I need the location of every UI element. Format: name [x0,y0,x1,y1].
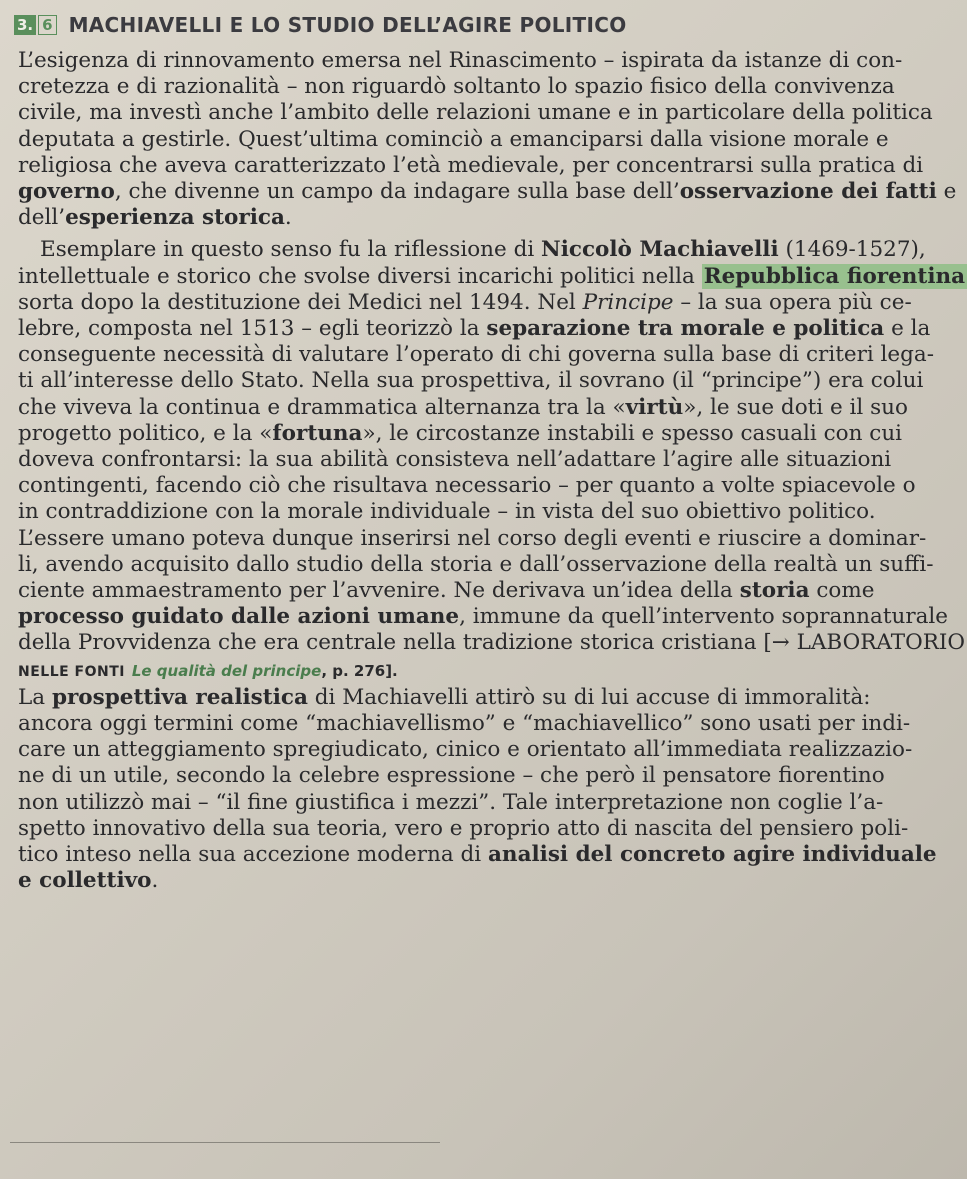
text-line: processo guidato dalle azioni umane, immune da quell’intervento soprannaturale [18,604,949,630]
text-line: deputata a gestirle. Quest’ultima cominciò a emanciparsi dalla visione morale e [18,126,889,152]
keyword-governo: governo [18,179,115,205]
text-line: ancora oggi termini come “machiavellismo” e “machiavellico” sono usati per indi- [18,711,911,737]
keyword-osservazione: osservazione dei fatti [679,179,937,205]
keyword-machiavelli: Niccolò Machiavelli [541,237,779,263]
text-line: cretezza e di razionalità – non riguardò soltanto lo spazio fisico della convivenza [18,74,895,100]
section-number-sub: 6 [38,15,56,35]
text-line: ciente ammaestramento per l’avvenire. Ne derivava un’idea della storia come [18,578,875,604]
book-title-principe: Principe [582,289,674,315]
text-line: L’esigenza di rinnovamento emersa nel Rinascimento – ispirata da istanze di con- [18,48,903,73]
text-line: La prospettiva realistica di Machiavelli attirò su di lui accuse di immoralità: [18,684,871,710]
text-line: e collettivo. [18,868,159,894]
text-line: spetto innovativo della sua teoria, vero e proprio atto di nascita del pensiero poli- [18,815,909,841]
text-line: in contraddizione con la morale individuale – in vista del suo obiettivo politico. [18,499,876,525]
highlighted-repubblica: Repubblica fiorentina [703,263,966,289]
keyword-storia: storia [739,578,810,604]
paragraph-1 [18,48,957,231]
section-header [14,8,627,42]
text-line: della Provvidenza che era centrale nella tradizione storica cristiana [→ LABORATORIO [18,630,966,656]
keyword-virtu: virtù [625,394,684,420]
text-line: conseguente necessità di valutare l’operato di chi governa sulla base di criteri lega- [18,342,934,368]
text-line: tico inteso nella sua accezione moderna di analisi del concreto agire individuale [18,842,937,868]
lab-reference-title: Le qualità del principe [131,661,322,680]
text-line: progetto politico, e la «fortuna», le circostanze instabili e spesso casuali con cui [18,420,903,446]
keyword-prospettiva: prospettiva realistica [51,684,308,710]
keyword-esperienza-storica: esperienza storica [65,205,285,231]
section-number [14,15,57,35]
paragraph-2 [18,237,966,684]
section-body [18,48,966,895]
keyword-analisi: analisi del concreto agire individuale [488,842,937,868]
text-line: sorta dopo la destituzione dei Medici nel 1494. Nel Principe – la sua opera più ce- [18,289,912,315]
text-line: dell’esperienza storica. [18,205,292,231]
keyword-separazione: separazione tra morale e politica [486,316,885,342]
text-line: che viveva la continua e drammatica alternanza tra la «virtù», le sue doti e il suo [18,394,908,420]
cross-reference: NELLE FONTI Le qualità del principe, p. 276]. [18,661,398,680]
paragraph-3 [18,684,937,895]
keyword-collettivo: e collettivo [18,868,152,894]
text-line: doveva confrontarsi: la sua abilità consisteva nell’adattare l’agire alle situazioni [18,447,892,473]
text-line: contingenti, facendo ciò che risultava necessario – per quanto a volte spiacevole o [18,473,916,499]
text-line: governo, che divenne un campo da indagare sulla base dell’osservazione dei fatti e [18,179,957,205]
text-line: lebre, composta nel 1513 – egli teorizzò la separazione tra morale e politica e la [18,316,931,342]
text-line: intellettuale e storico che svolse diversi incarichi politici nella Repubblica fiorentina [18,263,966,289]
text-line: civile, ma investì anche l’ambito delle relazioni umane e in particolare della politica [18,100,933,126]
text-line: L’essere umano poteva dunque inserirsi nel corso degli eventi e riuscire a dominar- [18,525,927,551]
text-line: li, avendo acquisito dallo studio della storia e dall’osservazione della realtà un suffi- [18,551,934,577]
section-number-chapter: 3. [14,15,36,35]
text-line: care un atteggiamento spregiudicato, cinico e orientato all’immediata realizzazio- [18,737,913,763]
text-line: Esemplare in questo senso fu la riflessione di Niccolò Machiavelli (1469-1527), [40,237,926,263]
lab-reference-label: NELLE FONTI [18,663,125,680]
text-line: non utilizzò mai – “il fine giustifica i mezzi”. Tale interpretazione non coglie l’a- [18,789,884,815]
keyword-processo: processo guidato dalle azioni umane [18,604,460,630]
text-line: religiosa che aveva caratterizzato l’età medievale, per concentrarsi sulla pratica di [18,152,924,178]
keyword-fortuna: fortuna [272,420,363,446]
text-line: ne di un utile, secondo la celebre espressione – che però il pensatore fiorentino [18,763,885,789]
text-line: ti all’interesse dello Stato. Nella sua prospettiva, il sovrano (il “principe”) era colui [18,368,924,394]
divider [10,1142,440,1143]
section-title: MACHIAVELLI E LO STUDIO DELL’AGIRE POLITICO [68,13,627,37]
